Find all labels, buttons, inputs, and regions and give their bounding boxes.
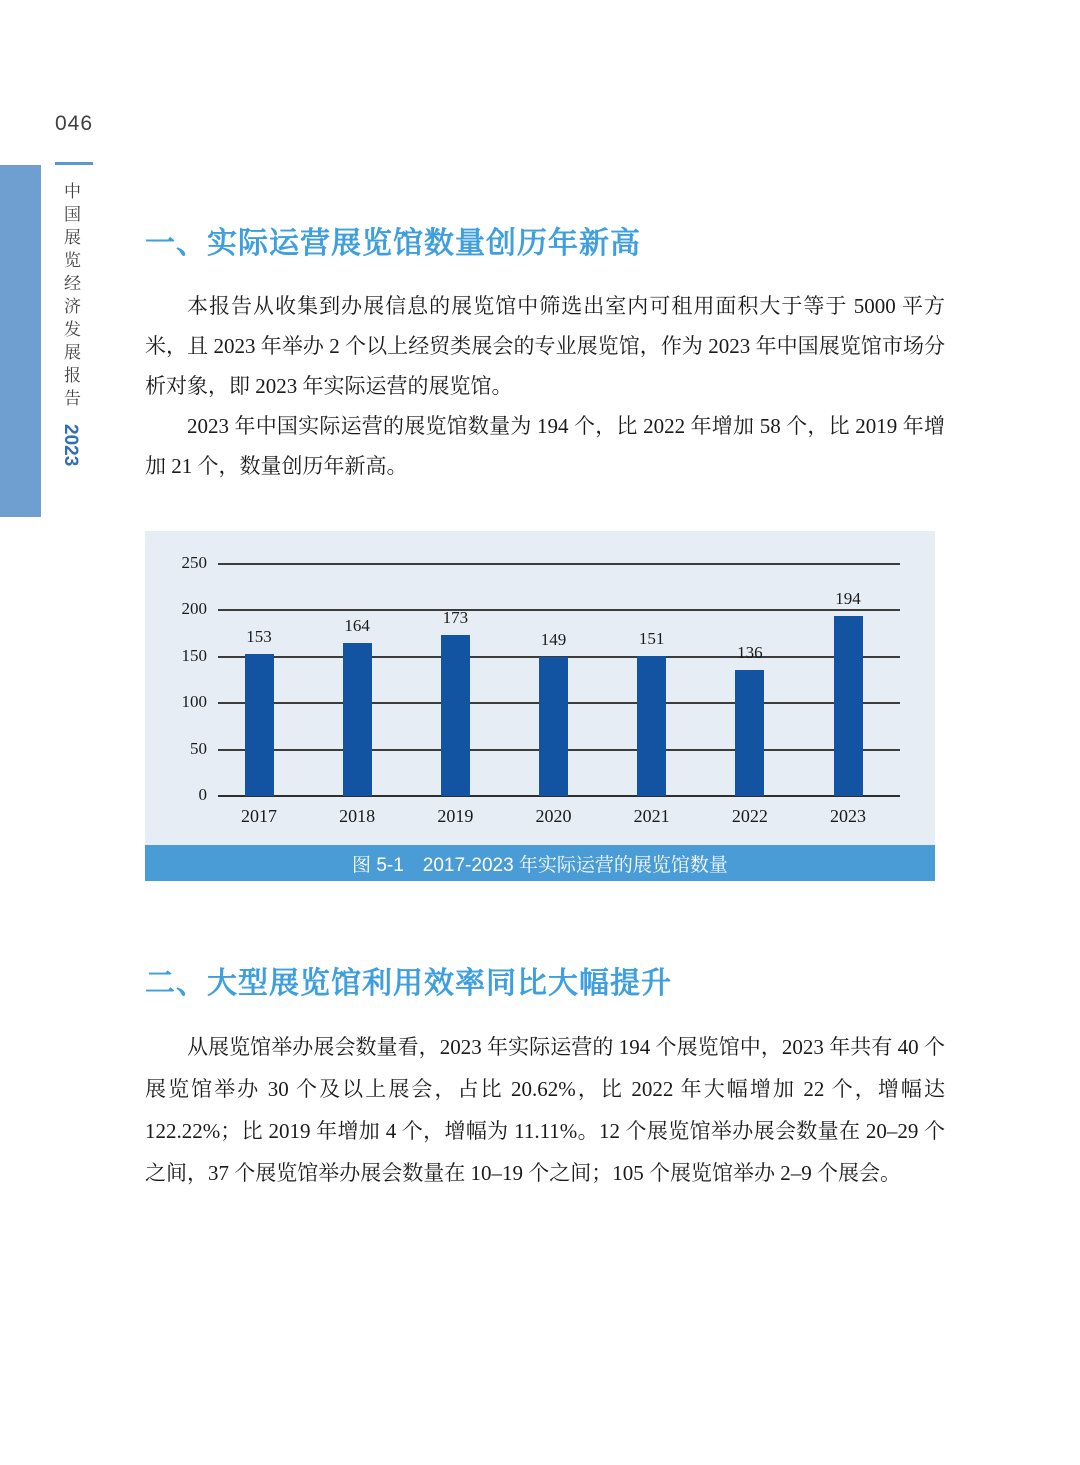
bar-2019 bbox=[441, 635, 470, 796]
bar-value-label: 151 bbox=[638, 628, 665, 648]
x-tick-label: 2019 bbox=[437, 806, 474, 826]
sidebar-strip bbox=[0, 165, 41, 517]
sidebar-book-year: 2023 bbox=[60, 424, 81, 467]
section2-body bbox=[145, 1026, 945, 1194]
y-tick-label: 50 bbox=[190, 738, 207, 758]
bar-value-label: 173 bbox=[442, 608, 469, 628]
x-tick-label: 2017 bbox=[241, 806, 277, 826]
bar-value-label: 164 bbox=[344, 616, 370, 636]
x-tick-label: 2021 bbox=[633, 806, 670, 826]
bar-value-label: 149 bbox=[540, 630, 567, 650]
x-tick-label: 2020 bbox=[535, 806, 572, 826]
y-tick-label: 0 bbox=[198, 785, 207, 804]
page-number-rule bbox=[55, 162, 93, 165]
section1-body bbox=[145, 286, 945, 486]
bar-2020 bbox=[539, 657, 568, 796]
bar-value-label: 153 bbox=[246, 626, 272, 646]
x-tick-label: 2018 bbox=[339, 806, 376, 826]
bar-2017 bbox=[245, 654, 274, 796]
y-tick-label: 100 bbox=[181, 692, 207, 711]
paragraph: 本报告从收集到办展信息的展览馆中筛选出室内可租用面积大于等于 5000 平方米，且 2023 年举办 2 个以上经贸类展会的专业展览馆，作为 2023 年中国展览馆市场分析对象，即 2023 年实际运营的展览馆。 bbox=[145, 294, 945, 398]
y-tick-label: 150 bbox=[181, 645, 207, 665]
bar-2022 bbox=[735, 670, 764, 796]
figure-caption: 图 5-1 2017-2023 年实际运营的展览馆数量 bbox=[145, 845, 935, 881]
bar-chart bbox=[145, 531, 935, 845]
sidebar-book-title bbox=[58, 182, 83, 512]
paragraph: 2023 年中国实际运营的展览馆数量为 194 个，比 2022 年增加 58 个，比 2019 年增加 21 个，数量创历年新高。 bbox=[145, 414, 945, 478]
x-tick-label: 2023 bbox=[830, 806, 867, 826]
bar-2023 bbox=[834, 616, 863, 796]
bar-value-label: 136 bbox=[737, 642, 763, 662]
y-tick-label: 250 bbox=[181, 552, 207, 572]
bar-2018 bbox=[343, 643, 372, 796]
bar-2021 bbox=[637, 656, 666, 796]
sidebar-book-title-text: 中国展览经济发展报告 bbox=[61, 182, 80, 412]
paragraph: 从展览馆举办展会数量看，2023 年实际运营的 194 个展览馆中，2023 年共有 40 个展览馆举办 30 个及以上展会，占比 20.62%，比 2022 年大幅增加 22 个，增幅达 122.22%；比 2019 年增加 4 个，增幅为 11.11%。12 个展览馆举办展会数量在 20–29 个之间，37 个展览馆举办展会数量在 10–19 个之间；105 个展览馆举办 2–9 个展会。 bbox=[145, 1035, 945, 1185]
page-number: 046 bbox=[55, 112, 94, 135]
y-tick-label: 200 bbox=[181, 599, 207, 618]
figure-5-1 bbox=[145, 531, 935, 881]
x-tick-label: 2022 bbox=[731, 806, 768, 826]
grid-line bbox=[218, 609, 900, 611]
section1-heading: 一、实际运营展览馆数量创历年新高 bbox=[145, 227, 641, 260]
bar-value-label: 194 bbox=[835, 588, 861, 608]
section2-heading: 二、大型展览馆利用效率同比大幅提升 bbox=[145, 967, 672, 1000]
grid-line bbox=[218, 563, 900, 565]
